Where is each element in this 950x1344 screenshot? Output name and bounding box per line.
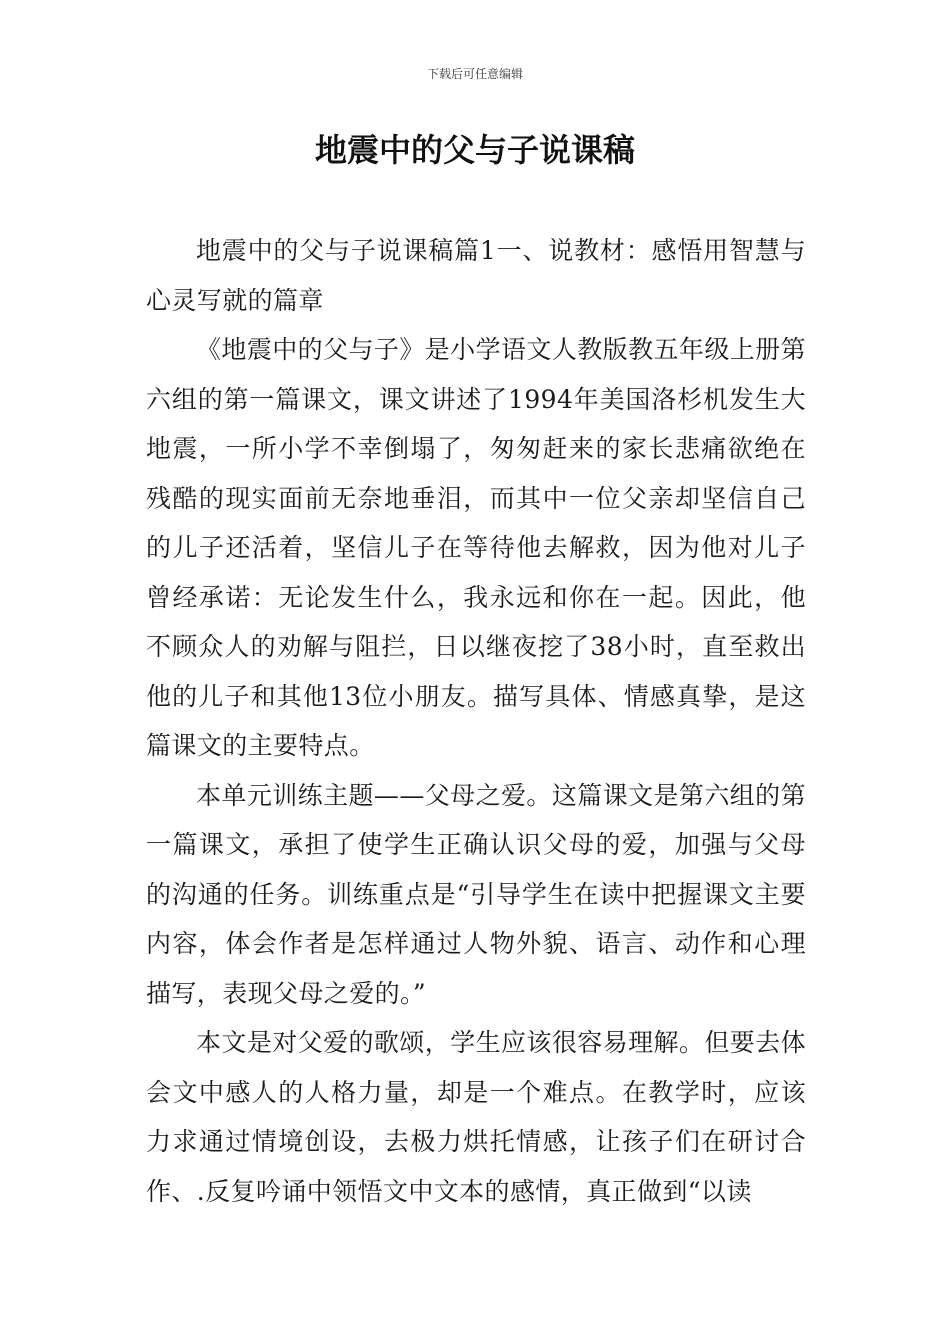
paragraph-2: 《地震中的父与子》是小学语文人教版教五年级上册第六组的第一篇课文，课文讲述了1994年美国洛杉机发生大地震，一所小学不幸倒塌了，匆匆赶来的家长悲痛欲绝在残酷的现实面前无奈地垂泪，而其中一位父亲却坚信自己的儿子还活着，坚信儿子在等待他去解救，因为他对儿子曾经承诺：无论发生什么，我永远和你在一起。因此，他不顾众人的劝解与阻拦，日以继夜挖了38小时，直至救出他的儿子和其他13位小朋友。描写具体、情感真挚，是这篇课文的主要特点。 xyxy=(146,335,806,760)
paragraph-3: 本单元训练主题——父母之爱。这篇课文是第六组的第一篇课文，承担了使学生正确认识父母的爱，加强与父母的沟通的任务。训练重点是“引导学生在读中把握课文主要内容，体会作者是怎样通过人物外貌、语言、动作和心理描写，表现父母之爱的。” xyxy=(146,780,806,1008)
paragraph-1: 地震中的父与子说课稿篇1一、说教材：感悟用智慧与心灵写就的篇章 xyxy=(146,236,806,315)
paragraph-4: 本文是对父爱的歌颂，学生应该很容易理解。但要去体会文中感人的人格力量，却是一个难点。在教学时，应该力求通过情境创设，去极力烘托情感，让孩子们在研讨合作、.反复吟诵中领悟文中文本的感情，真正做到“以读 xyxy=(146,1028,806,1206)
document-title: 地震中的父与子说课稿 xyxy=(314,131,635,169)
page-header-note: 下载后可任意编辑 xyxy=(426,67,523,81)
document-body xyxy=(146,226,806,1216)
